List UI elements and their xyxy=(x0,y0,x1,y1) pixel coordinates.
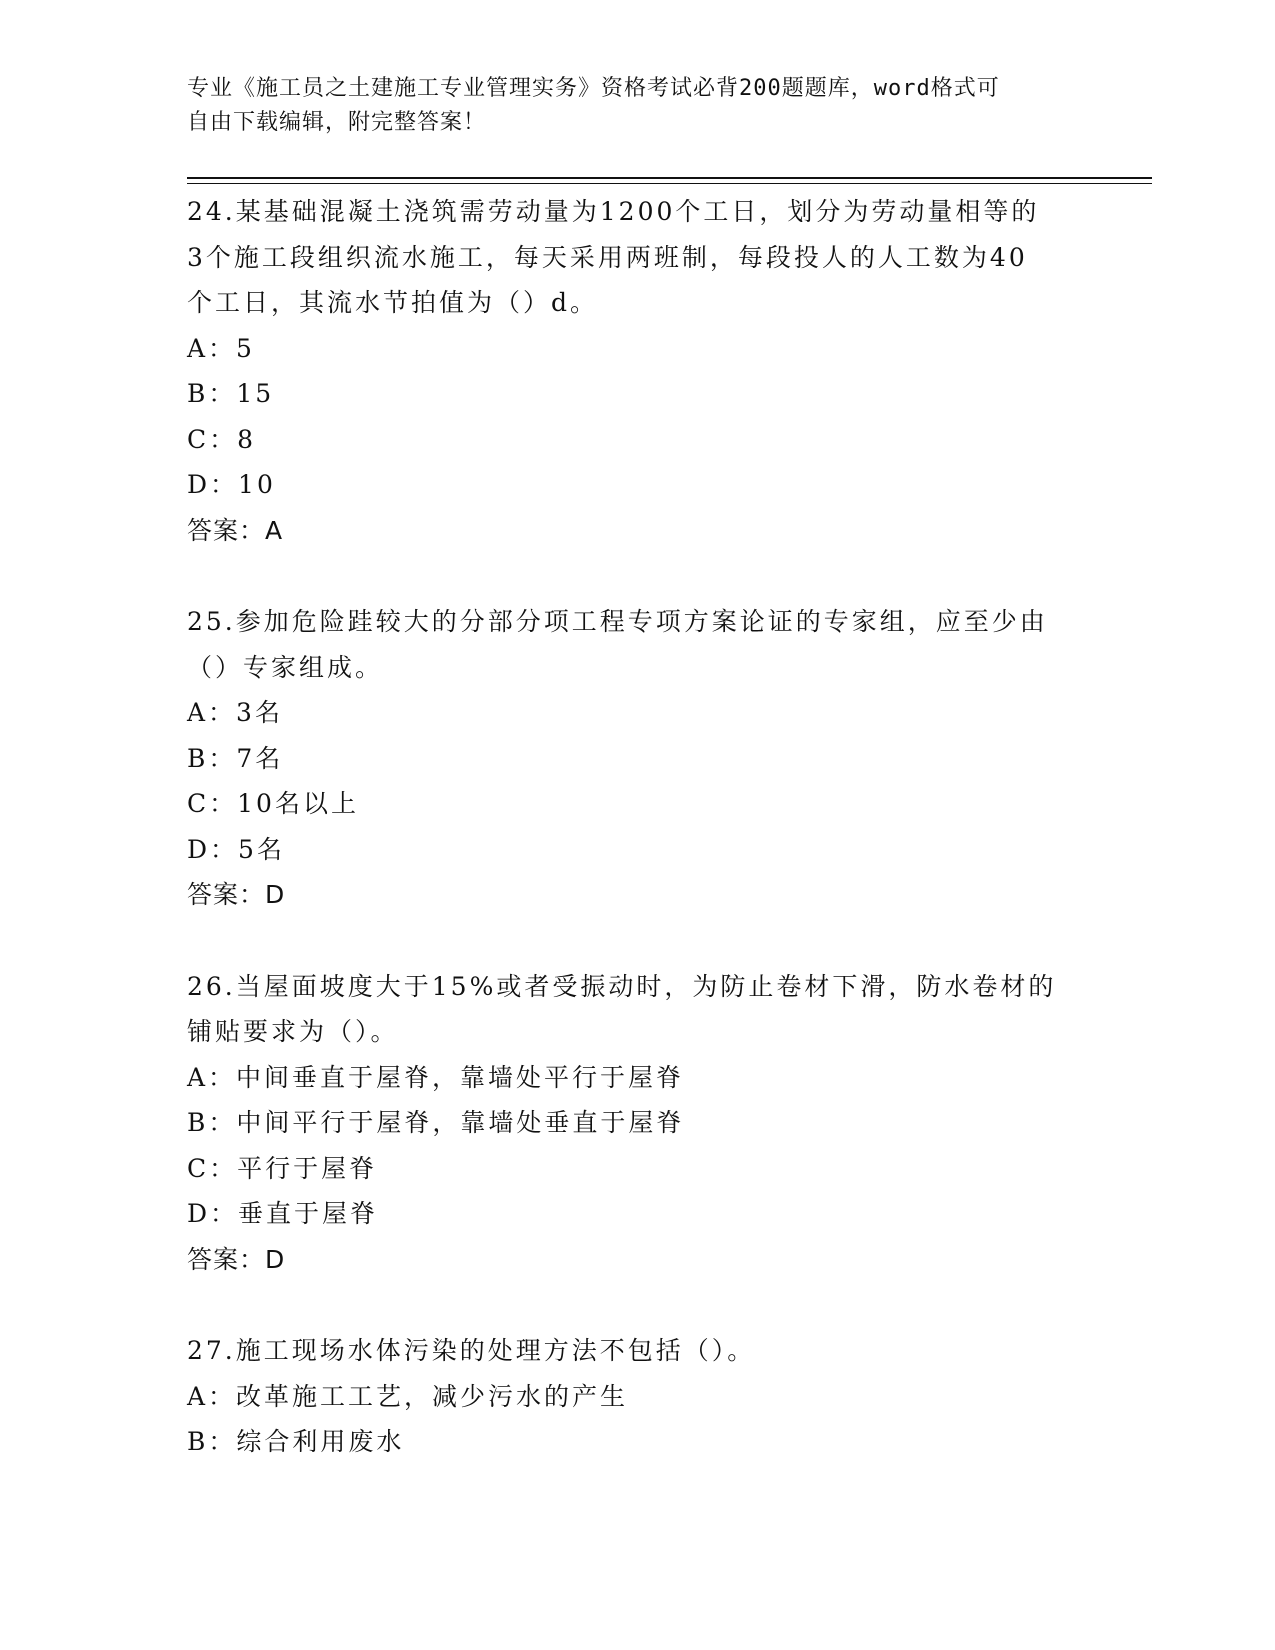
option-d: D：垂直于屋脊 xyxy=(187,1199,379,1228)
question-25 xyxy=(187,599,1087,918)
option-c: C：8 xyxy=(187,424,257,454)
header-divider-thick xyxy=(187,177,1152,179)
document-header xyxy=(187,72,1067,140)
option-b: B：综合利用废水 xyxy=(187,1427,405,1456)
option-c: C：10名以上 xyxy=(187,789,359,818)
question-text-line: 个工日，其流水节拍值为（）d。 xyxy=(187,288,599,317)
header-divider-thin xyxy=(187,183,1152,184)
option-c: C：平行于屋脊 xyxy=(187,1153,378,1183)
option-a: A：改革施工工艺，减少污水的产生 xyxy=(187,1381,629,1411)
answer-label: 答案：D xyxy=(187,880,286,909)
header-line-1: 专业《施工员之土建施工专业管理实务》资格考试必背200题题库，word格式可 xyxy=(187,76,1000,101)
question-26 xyxy=(187,964,1087,1283)
question-text-line: 24.某基础混凝土浇筑需劳动量为1200个工日，划分为劳动量相等的 xyxy=(187,197,1040,226)
question-text-line: （）专家组成。 xyxy=(187,652,384,682)
question-text-line: 25.参加危险跬较大的分部分项工程专项方案论证的专家组，应至少由 xyxy=(187,607,1048,636)
option-b: B：7名 xyxy=(187,743,284,773)
option-a: A：3名 xyxy=(187,698,283,727)
question-text-line: 26.当屋面坡度大于15%或者受振动时，为防止卷材下滑，防水卷材的 xyxy=(187,971,1057,1001)
answer-label: 答案：D xyxy=(187,1244,286,1274)
option-d: D：10 xyxy=(187,470,276,499)
question-list xyxy=(187,189,1087,1511)
question-24 xyxy=(187,189,1087,553)
question-text-line: 27.施工现场水体污染的处理方法不包括（）。 xyxy=(187,1336,756,1365)
option-d: D：5名 xyxy=(187,834,285,864)
answer-label: 答案：A xyxy=(187,515,284,545)
question-27 xyxy=(187,1328,1087,1465)
option-b: B：中间平行于屋脊，靠墙处垂直于屋脊 xyxy=(187,1108,685,1137)
header-line-2: 自由下载编辑，附完整答案！ xyxy=(187,110,487,135)
option-a: A：5 xyxy=(187,333,255,363)
option-a: A：中间垂直于屋脊，靠墙处平行于屋脊 xyxy=(187,1062,685,1092)
question-text-line: 铺贴要求为（）。 xyxy=(187,1017,399,1046)
question-text-line: 3个施工段组织流水施工，每天采用两班制，每段投人的人工数为40 xyxy=(187,242,1028,272)
option-b: B：15 xyxy=(187,379,275,408)
